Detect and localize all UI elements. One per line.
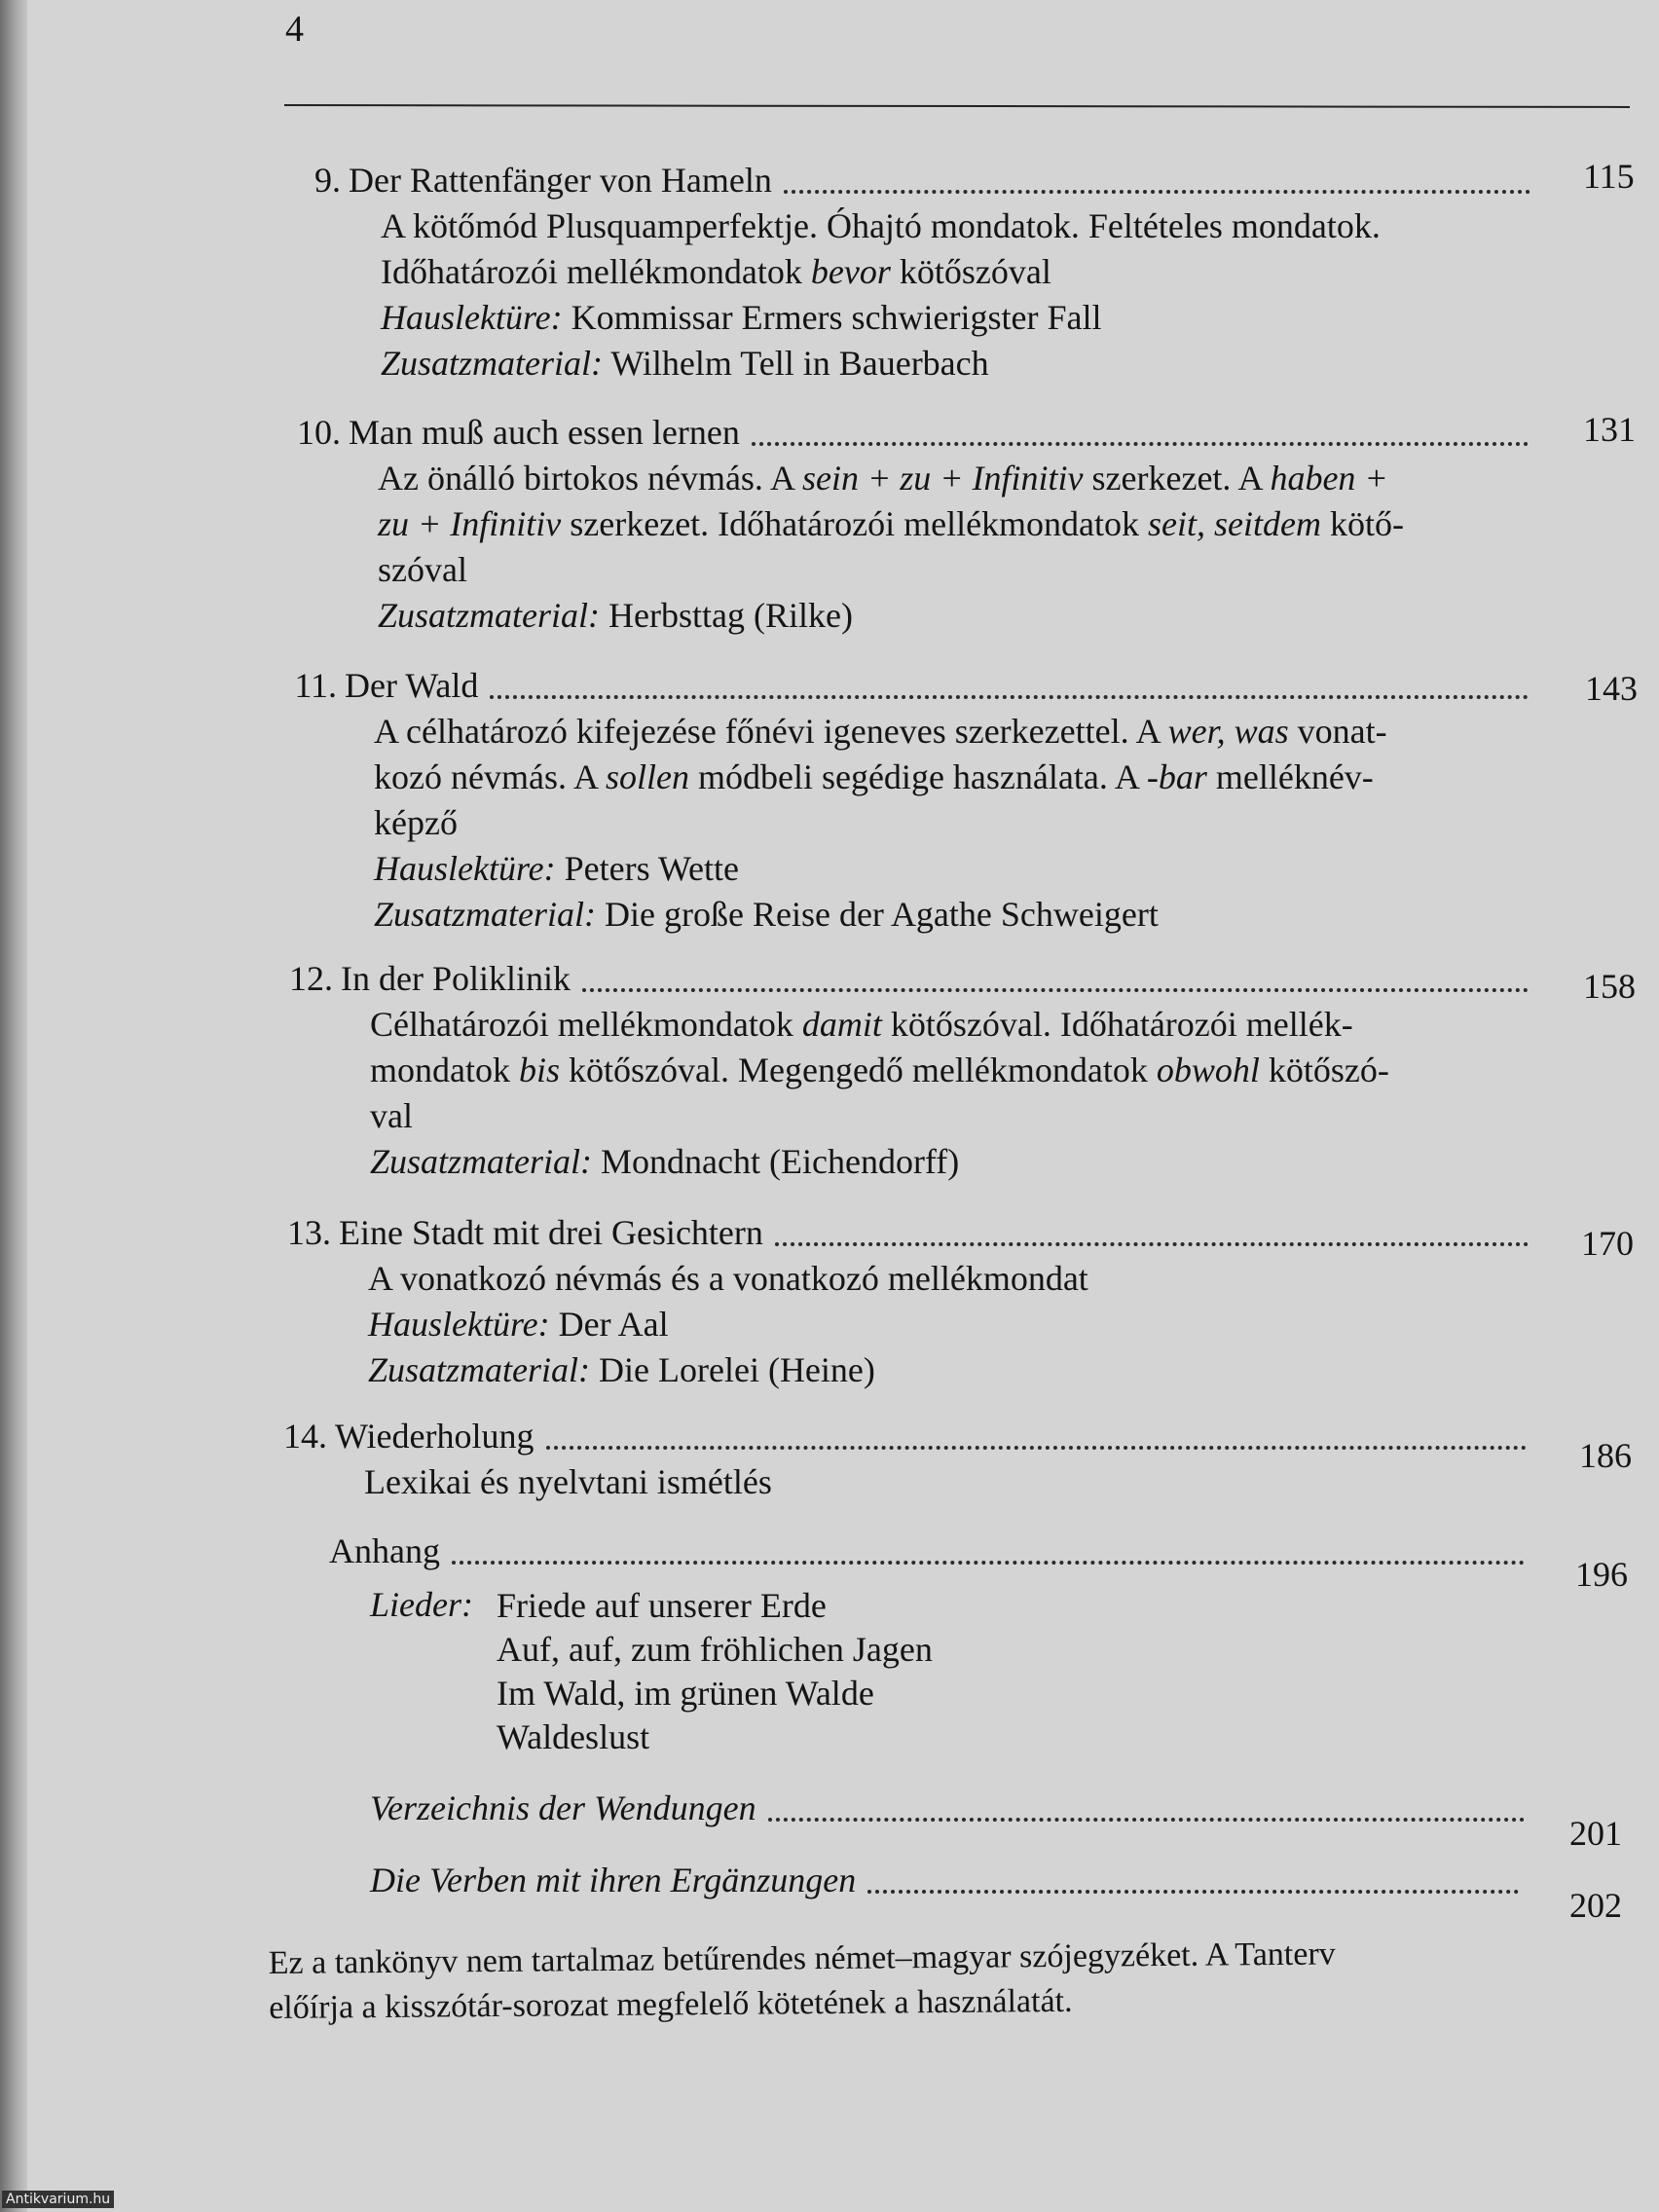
entry-title: Der Rattenfänger von Hameln bbox=[349, 161, 772, 200]
leader-dots bbox=[784, 190, 1530, 194]
entry-description: szóval bbox=[378, 550, 467, 589]
entry-description: Időhatározói mellékmondatok bevor kötőszóval bbox=[381, 252, 1051, 291]
entry-description: képző bbox=[374, 803, 458, 842]
entry-number: 11. bbox=[294, 666, 337, 705]
zusatzmaterial-line: Zusatzmaterial: Mondnacht (Eichendorff) bbox=[370, 1142, 960, 1181]
header-rule bbox=[284, 104, 1630, 108]
page-ref-9: 115 bbox=[1583, 157, 1635, 196]
toc-entry-10 bbox=[288, 410, 1529, 639]
page-number: 4 bbox=[285, 9, 304, 50]
entry-description: val bbox=[370, 1096, 413, 1135]
book-spine-shadow bbox=[0, 0, 27, 2212]
toc-entry-12 bbox=[280, 956, 1529, 1185]
hauslekture-line: Hauslektüre: Der Aal bbox=[368, 1305, 669, 1344]
entry-title: Wiederholung bbox=[335, 1417, 535, 1456]
entry-title: Eine Stadt mit drei Gesichtern bbox=[339, 1213, 763, 1252]
leader-dots bbox=[867, 1890, 1519, 1894]
leader-dots bbox=[582, 988, 1529, 992]
leader-dots bbox=[752, 442, 1529, 446]
leader-dots bbox=[546, 1446, 1528, 1450]
page-ref-verben: 202 bbox=[1569, 1886, 1622, 1925]
entry-title: Verzeichnis der Wendungen bbox=[370, 1788, 756, 1827]
zusatzmaterial-line: Zusatzmaterial: Die große Reise der Agathe Schweigert bbox=[374, 895, 1159, 934]
footnote-line: Ez a tankönyv nem tartalmaz betűrendes német–magyar szójegyzéket. A Tanterv bbox=[268, 1936, 1336, 1982]
footnote-line: előírja a kisszótár-sorozat megfelelő kötetének a használatát. bbox=[269, 1982, 1073, 2027]
zusatzmaterial-line: Zusatzmaterial: Die Lorelei (Heine) bbox=[368, 1350, 875, 1389]
zusatzmaterial-line: Zusatzmaterial: Herbsttag (Rilke) bbox=[378, 596, 853, 635]
toc-entry-anhang bbox=[329, 1529, 1525, 1574]
watermark: Antikvarium.hu bbox=[2, 2191, 114, 2208]
entry-description: A vonatkozó névmás és a vonatkozó mellékmondat bbox=[368, 1259, 1088, 1298]
entry-description: A kötőmód Plusquamperfektje. Óhajtó mondatok. Feltételes mondatok. bbox=[381, 206, 1381, 245]
lied-item: Im Wald, im grünen Walde bbox=[497, 1674, 874, 1713]
page-ref-verzeichnis: 201 bbox=[1569, 1814, 1622, 1853]
entry-title: Man muß auch essen lernen bbox=[349, 413, 740, 452]
hauslekture-line: Hauslektüre: Kommissar Ermers schwierigster Fall bbox=[381, 298, 1102, 337]
entry-description: Célhatározói mellékmondatok damit kötőszóval. Időhatározói mellék- bbox=[370, 1005, 1353, 1044]
page-ref-12: 158 bbox=[1583, 967, 1636, 1006]
toc-entry-9 bbox=[292, 158, 1530, 387]
toc-entry-13 bbox=[278, 1210, 1529, 1393]
entry-description: Az önálló birtokos névmás. A sein + zu + Infinitiv szerkezet. A haben + bbox=[378, 459, 1388, 498]
page-ref-13: 170 bbox=[1581, 1224, 1634, 1263]
leader-dots bbox=[768, 1818, 1525, 1822]
entry-number: 9. bbox=[314, 161, 341, 200]
lied-item: Waldeslust bbox=[497, 1717, 650, 1756]
leader-dots bbox=[775, 1242, 1529, 1246]
entry-number: 13. bbox=[287, 1213, 331, 1252]
entry-description: mondatok bis kötőszóval. Megengedő mellékmondatok obwohl kötőszó- bbox=[370, 1051, 1389, 1089]
lied-item: Auf, auf, zum fröhlichen Jagen bbox=[497, 1630, 933, 1669]
toc-entry-verben bbox=[370, 1858, 1519, 1903]
page-ref-anhang: 196 bbox=[1575, 1555, 1628, 1594]
entry-title: Anhang bbox=[329, 1531, 440, 1570]
entry-number: 14. bbox=[283, 1417, 327, 1456]
entry-description: zu + Infinitiv szerkezet. Időhatározói mellékmondatok seit, seitdem kötő- bbox=[378, 504, 1405, 543]
entry-description: A célhatározó kifejezése főnévi igeneves szerkezettel. A wer, was vonat- bbox=[374, 712, 1387, 751]
toc-entry-14 bbox=[275, 1414, 1527, 1505]
lied-item: Friede auf unserer Erde bbox=[497, 1586, 827, 1625]
leader-dots bbox=[490, 695, 1529, 699]
footnote bbox=[269, 1930, 1618, 2031]
lieder-label: Lieder: bbox=[370, 1585, 473, 1624]
page-ref-11: 143 bbox=[1585, 669, 1638, 708]
leader-dots bbox=[452, 1561, 1525, 1565]
entry-number: 10. bbox=[297, 413, 341, 452]
page-ref-10: 131 bbox=[1583, 410, 1636, 449]
entry-title: Der Wald bbox=[345, 666, 479, 705]
lieder-list bbox=[497, 1584, 933, 1759]
entry-description: Lexikai és nyelvtani ismétlés bbox=[364, 1462, 772, 1501]
toc-entry-verzeichnis bbox=[370, 1786, 1525, 1831]
entry-title: Die Verben mit ihren Ergänzungen bbox=[370, 1861, 857, 1899]
hauslekture-line: Hauslektüre: Peters Wette bbox=[374, 849, 739, 888]
entry-number: 12. bbox=[289, 959, 333, 998]
toc-entry-11 bbox=[284, 663, 1529, 938]
entry-description: kozó névmás. A sollen módbeli segédige használata. A -bar melléknév- bbox=[374, 757, 1374, 796]
page-ref-14: 186 bbox=[1579, 1436, 1632, 1475]
zusatzmaterial-line: Zusatzmaterial: Wilhelm Tell in Bauerbach bbox=[381, 344, 989, 383]
entry-title: In der Poliklinik bbox=[341, 959, 571, 998]
